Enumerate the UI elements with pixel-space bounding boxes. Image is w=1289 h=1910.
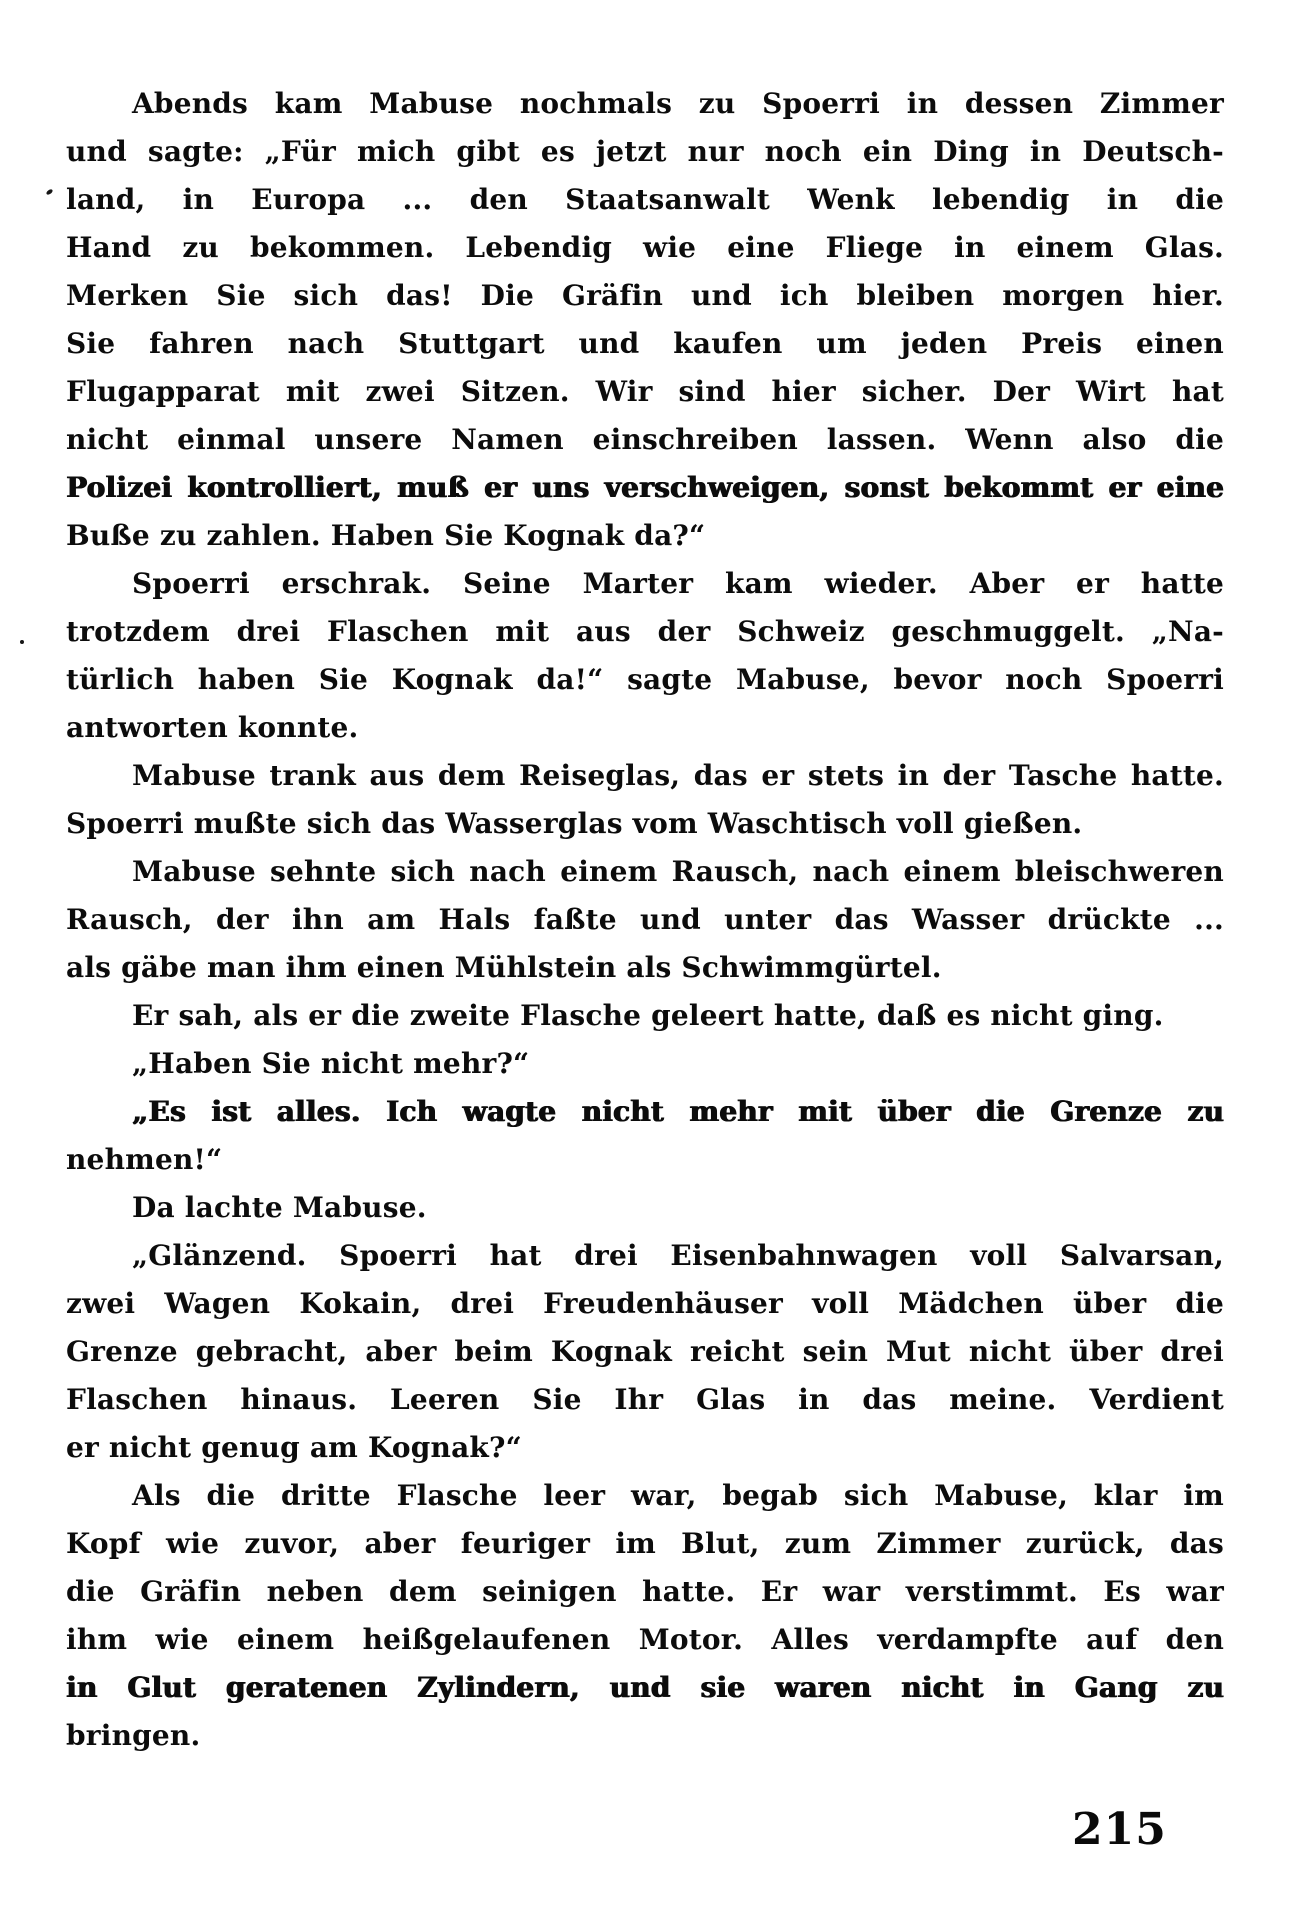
text-line: Sie fahren nach Stuttgart und kaufen um jeden Preis einen (66, 327, 1224, 360)
text-line: „Glänzend. Spoerri hat drei Eisenbahnwagen voll Salvarsan, (132, 1239, 1224, 1272)
text-line: Da lachte Mabuse. (132, 1191, 427, 1224)
text-line: Als die dritte Flasche leer war, begab sich Mabuse, klar im (132, 1479, 1224, 1512)
text-line: in Glut geratenen Zylindern, und sie waren nicht in Gang zu (66, 1671, 1224, 1704)
text-line: Merken Sie sich das! Die Gräfin und ich bleiben morgen hier. (66, 279, 1224, 312)
text-line: Grenze gebracht, aber beim Kognak reicht sein Mut nicht über drei (66, 1335, 1224, 1368)
scan-speck (45, 188, 53, 195)
text-line: Mabuse sehnte sich nach einem Rausch, nach einem bleischweren (132, 855, 1224, 888)
text-line: antworten konnte. (66, 711, 359, 744)
text-line: Abends kam Mabuse nochmals zu Spoerri in dessen Zimmer (132, 87, 1224, 120)
text-line: trotzdem drei Flaschen mit aus der Schweiz geschmuggelt. „Na- (66, 615, 1224, 648)
text-line: Kopf wie zuvor, aber feuriger im Blut, zum Zimmer zurück, das (66, 1527, 1224, 1560)
text-line: Flaschen hinaus. Leeren Sie Ihr Glas in das meine. Verdient (66, 1383, 1224, 1416)
text-line: Polizei kontrolliert, muß er uns verschweigen, sonst bekommt er eine (66, 471, 1224, 504)
text-line: zwei Wagen Kokain, drei Freudenhäuser voll Mädchen über die (66, 1287, 1224, 1320)
text-line: die Gräfin neben dem seinigen hatte. Er war verstimmt. Es war (66, 1575, 1224, 1608)
text-line: Flugapparat mit zwei Sitzen. Wir sind hier sicher. Der Wirt hat (66, 375, 1224, 408)
text-line: ihm wie einem heißgelaufenen Motor. Alles verdampfte auf den (66, 1623, 1224, 1656)
text-line: Spoerri erschrak. Seine Marter kam wieder. Aber er hatte (132, 567, 1224, 600)
page-number: 215 (1072, 1804, 1167, 1855)
text-line: nicht einmal unsere Namen einschreiben lassen. Wenn also die (66, 423, 1224, 456)
text-line: als gäbe man ihm einen Mühlstein als Schwimmgürtel. (66, 951, 942, 984)
text-line: „Haben Sie nicht mehr?“ (132, 1047, 530, 1080)
text-line: land, in Europa ... den Staatsanwalt Wenk lebendig in die (66, 183, 1224, 216)
text-line: „Es ist alles. Ich wagte nicht mehr mit über die Grenze zu (132, 1095, 1224, 1128)
text-line: Buße zu zahlen. Haben Sie Kognak da?“ (66, 519, 706, 552)
text-line: und sagte: „Für mich gibt es jetzt nur noch ein Ding in Deutsch- (66, 135, 1224, 168)
page-text (66, 80, 1224, 1760)
text-line: er nicht genug am Kognak?“ (66, 1431, 522, 1464)
text-line: Spoerri mußte sich das Wasserglas vom Waschtisch voll gießen. (66, 807, 1083, 840)
text-line: bringen. (66, 1719, 201, 1752)
text-line: türlich haben Sie Kognak da!“ sagte Mabuse, bevor noch Spoerri (66, 663, 1224, 696)
scan-speck (20, 640, 24, 644)
text-line: Mabuse trank aus dem Reiseglas, das er stets in der Tasche hatte. (132, 759, 1224, 792)
text-line: Rausch, der ihn am Hals faßte und unter das Wasser drückte ... (66, 903, 1224, 936)
text-line: Er sah, als er die zweite Flasche geleert hatte, daß es nicht ging. (132, 999, 1164, 1032)
text-line: Hand zu bekommen. Lebendig wie eine Fliege in einem Glas. (66, 231, 1224, 264)
text-line: nehmen!“ (66, 1143, 223, 1176)
